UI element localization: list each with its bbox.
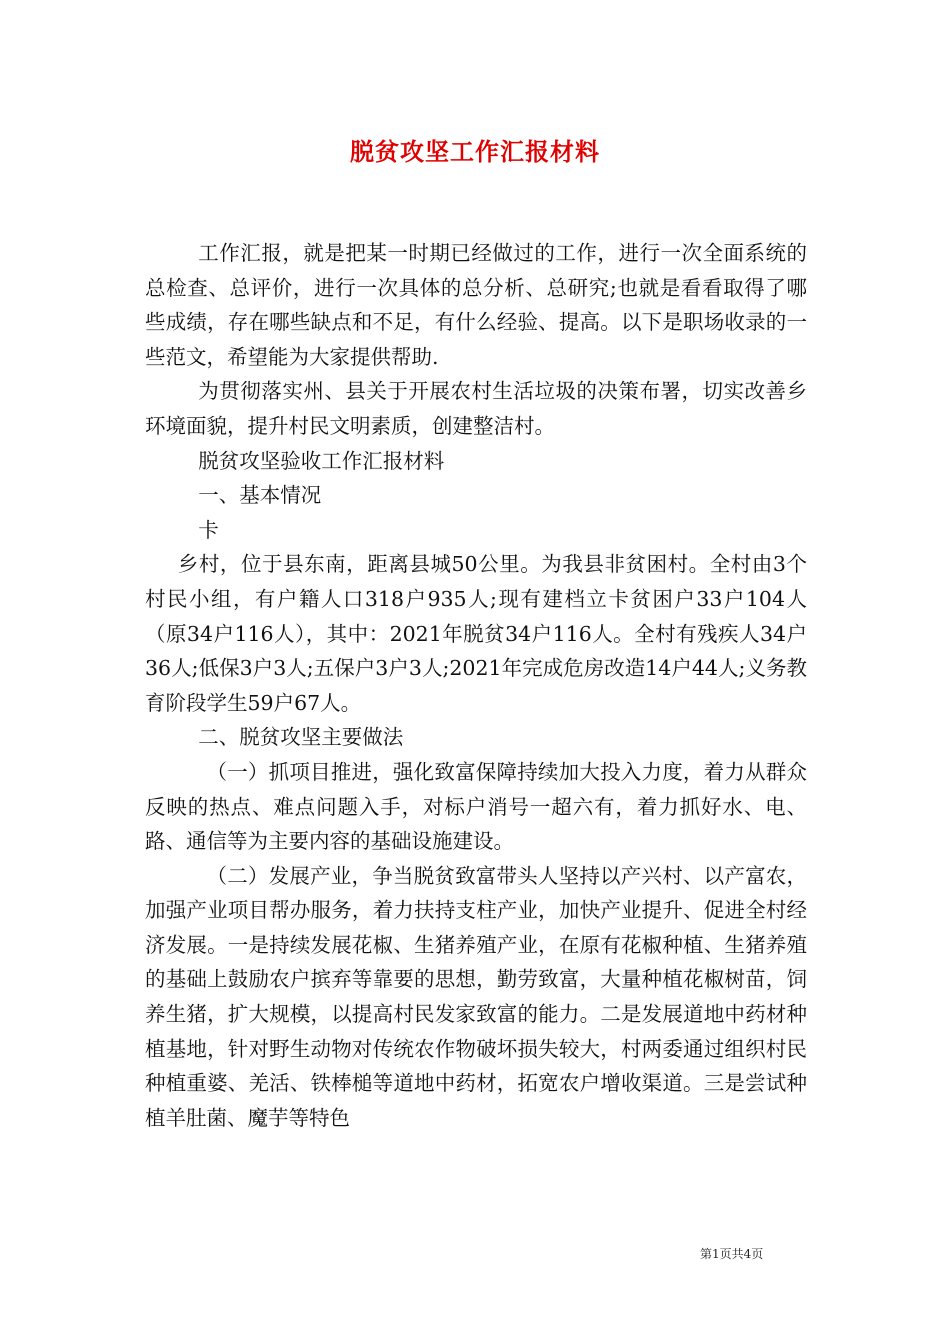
basic-info-paragraph: 乡村，位于县东南，距离县城50公里。为我县非贫困村。全村由3个村民小组，有户籍人口318户935人;现有建档立卡贫困户33户104人（原34户116人），其中：2021年脱贫34户116人。全村有残疾人34户36人;低保3户3人;五保户3户3人;2021年完成危房改造14户44人;义务教育阶段学生59户67人。: [145, 552, 807, 715]
section-heading-main-practices: 二、脱贫攻坚主要做法: [198, 725, 404, 750]
document-body: [145, 236, 807, 1135]
practice-1-paragraph: （一）抓项目推进，强化致富保障持续加大投入力度，着力从群众反映的热点、难点问题入手，对标户消号一超六有，着力抓好水、电、路、通信等为主要内容的基础设施建设。: [145, 759, 807, 854]
intro-paragraph: 工作汇报，就是把某一时期已经做过的工作，进行一次全面系统的总检查、总评价，进行一次具体的总分析、总研究;也就是看看取得了哪些成绩，存在哪些缺点和不足，有什么经验、提高。以下是职场收录的一些范文，希望能为大家提供帮助.: [145, 241, 807, 369]
section-heading-basic-info: 一、基本情况: [198, 483, 322, 508]
document-title: 脱贫攻坚工作汇报材料: [350, 137, 600, 166]
purpose-paragraph: 为贯彻落实州、县关于开展农村生活垃圾的决策布署，切实改善乡环境面貌，提升村民文明素质，创建整洁村。: [145, 379, 807, 438]
practice-2-paragraph: （二）发展产业，争当脱贫致富带头人坚持以产兴村、以产富农，加强产业项目帮办服务，着力扶持支柱产业，加快产业提升、促进全村经济发展。一是持续发展花椒、生猪养殖产业，在原有花椒种植、生猪养殖的基础上鼓励农户摈弃等靠要的思想，勤劳致富，大量种植花椒树苗，饲养生猪，扩大规模，以提高村民发家致富的能力。二是发展道地中药材种植基地，针对野生动物对传统农作物破坏损失较大，村两委通过组织村民种植重婆、羌活、铁棒槌等道地中药材，拓宽农户增收渠道。三是尝试种植羊肚菌、魔芋等特色: [145, 863, 807, 1130]
section-subtitle: 脱贫攻坚验收工作汇报材料: [198, 448, 445, 473]
fragment-line: 卡: [198, 517, 219, 542]
page-number: 第1页共4页: [700, 1247, 764, 1261]
